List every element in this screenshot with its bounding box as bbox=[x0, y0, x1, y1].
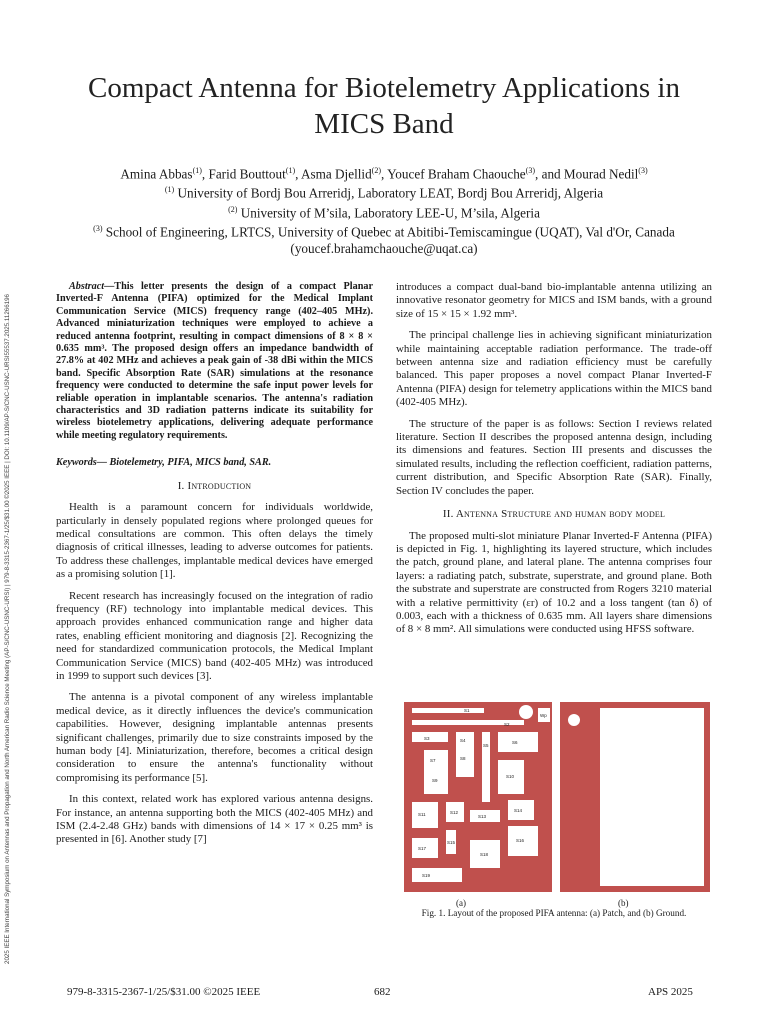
patch-layout-diagram bbox=[404, 702, 552, 892]
subfigure-label-b: (b) bbox=[618, 898, 629, 908]
via-hole bbox=[568, 714, 580, 726]
slot bbox=[412, 708, 484, 713]
affiliation-mark: (1) bbox=[164, 185, 175, 195]
paragraph: The principal challenge lies in achieving significant miniaturization while maintaining acceptable radiation performance. The trade-off between antenna size and radiation efficiency must be carefully balanced. This paper proposes a novel compact Planar Inverted-F Antenna (PIFA) design for telemetry applications within the MICS band (402-405 MHz). bbox=[396, 329, 712, 409]
slot bbox=[412, 732, 448, 742]
affiliation-mark: (1) bbox=[285, 166, 296, 175]
author-name: Amina Abbas bbox=[120, 166, 193, 182]
section-heading-introduction: I. Introduction bbox=[177, 479, 252, 492]
slot bbox=[498, 732, 538, 752]
author-name: , and Mourad Nedil bbox=[535, 166, 639, 182]
affiliation-mark: (1) bbox=[192, 166, 202, 175]
figure-1 bbox=[396, 702, 712, 918]
right-column bbox=[396, 281, 712, 645]
author-name: , Asma Djellid bbox=[295, 166, 372, 182]
author-name: , Farid Bouttout bbox=[201, 166, 286, 182]
abstract-label: Abstract bbox=[69, 281, 105, 292]
author-name: , Youcef Braham Chaouche bbox=[381, 166, 526, 182]
paragraph: The structure of the paper is as follows: Section I reviews related literature. Section II describes the proposed antenna design, including its dimensions and features. Section III presents and discusses the simulated results, including the reflection coefficient, radiation patterns, current distribution, and Specific Absorption Rate (SAR). Finally, Section IV concludes the paper. bbox=[396, 417, 712, 497]
paper-title: Compact Antenna for Biotelemetry Applications in MICS Band bbox=[88, 72, 680, 140]
affiliation-text: University of Bordj Bou Arreridj, Laboratory LEAT, Bordj Bou Arreridj, Algeria bbox=[174, 185, 604, 201]
affiliation-text: School of Engineering, LRTCS, University of Quebec at Abitibi-Temiscamingue (UQAT), Val d'Or, Canada bbox=[102, 224, 675, 240]
footer-conference: APS 2025 bbox=[648, 986, 693, 998]
ground-layout-diagram bbox=[560, 702, 710, 892]
slot-label: S14 bbox=[514, 808, 523, 813]
subfigure-label-a: (a) bbox=[456, 898, 466, 908]
slot-label: S1 bbox=[464, 708, 470, 713]
slot-label: Wp bbox=[540, 713, 547, 718]
paragraph: Health is a paramount concern for individuals worldwide, particularly in densely populated regions where prolonged queues for medical consultations are common. This often delays the timely diagnosis of critical illnesses, leading to adverse outcomes for patients. To address these challenges, implantable medical devices have emerged as a promising solution [1]. bbox=[56, 501, 373, 581]
affiliation-mark: (3) bbox=[638, 166, 648, 175]
affiliation-2 bbox=[40, 202, 728, 221]
doi-sidebar: 2025 IEEE International Symposium on Antennas and Propagation and North American Radio Science Meeting (AP-S/CNC-USNC-URSI) | 979-8-3315-2367-1/25/$31.00 ©2025 IEEE | DOI: 10.1109/AP-S/CNC-USNC-URSI55537.2025.11266196 bbox=[4, 294, 11, 964]
paragraph: The proposed multi-slot miniature Planar Inverted-F Antenna (PIFA) is depicted in Fig. 1, highlighting its layered structure, which includes the patch, ground plane, and lateral plane. The antenna comprises four layers: a radiating patch, substrate, superstrate, and ground plane. Both the substrate and superstrate are constructed from Rogers 3210 material with a relative permittivity (εr) of 10.2 and a loss tangent (tan δ) of 0.003, each with a thickness of 0.635 mm. All layers share dimensions of 8 × 8 mm². All simulations were conducted using HFSS software. bbox=[396, 529, 712, 636]
affiliation-text: University of M’sila, Laboratory LEE-U, M’sila, Algeria bbox=[237, 205, 540, 221]
paragraph: introduces a compact dual-band bio-implantable antenna utilizing an innovative resonator geometry for MICS and ISM bands, with a ground size of 15 × 15 × 1.92 mm³. bbox=[396, 281, 712, 320]
footer-isbn: 979-8-3315-2367-1/25/$31.00 ©2025 IEEE bbox=[67, 986, 261, 998]
ground-cutout bbox=[600, 708, 704, 886]
contact-email[interactable]: (youcef.brahamchaouche@uqat.ca) bbox=[290, 240, 478, 256]
section-heading-antenna-structure: II. Antenna Structure and human body model bbox=[442, 508, 666, 521]
slot-label: S6 bbox=[512, 740, 518, 745]
affiliation-mark: (3) bbox=[93, 224, 103, 234]
abstract bbox=[56, 281, 373, 442]
affiliation-mark: (2) bbox=[228, 204, 238, 214]
slot-label: S15 bbox=[447, 840, 456, 845]
slot bbox=[424, 750, 448, 794]
slot-label: S16 bbox=[516, 838, 525, 843]
slot-label: S8 bbox=[460, 756, 466, 761]
slot-label: S18 bbox=[480, 852, 489, 857]
affiliation-mark: (2) bbox=[371, 166, 381, 175]
affiliation-1 bbox=[40, 182, 728, 201]
paragraph: Recent research has increasingly focused on the integration of radio frequency (RF) technology into implantable medical devices. This approach provides enhanced communication range and higher data rates, enabling efficient monitoring and diagnosis [2]. Recognizing the need for standardized communication protocols, the Medical Implant Communication Service (MICS) band (402-405 MHz) was introduced in 1999 to support such devices [3]. bbox=[56, 589, 373, 682]
left-column bbox=[56, 281, 373, 855]
slot-label: S9 bbox=[432, 778, 438, 783]
slot-label: S17 bbox=[418, 846, 427, 851]
page-number: 682 bbox=[374, 986, 391, 998]
slot-label: S10 bbox=[506, 774, 515, 779]
slot-label: S19 bbox=[422, 873, 431, 878]
slot-label: S2 bbox=[504, 722, 510, 727]
slot-label: S13 bbox=[478, 814, 487, 819]
figure-caption: Fig. 1. Layout of the proposed PIFA antenna: (a) Patch, and (b) Ground. bbox=[421, 908, 687, 918]
slot bbox=[412, 868, 462, 882]
slot-label: S11 bbox=[418, 812, 426, 817]
affiliation-mark: (3) bbox=[525, 166, 535, 175]
slot-label: S3 bbox=[424, 736, 430, 741]
feed-via bbox=[519, 705, 533, 719]
abstract-text: —This letter presents the design of a compact Planar Inverted-F Antenna (PIFA) optimized for the Medical Implant Communication Service (MICS) frequency range (402–405 MHz). Advanced miniaturization techniques were employed to achieve a reduced antenna footprint, resulting in compact dimensions of 8 × 8 × 0.635 mm³. The proposed design offers an impedance bandwidth of 27.8% at 402 MHz and achieves a peak gain of -38 dBi within the MICS band. Specific Absorption Rate (SAR) simulations at the resonance frequency were conducted to determine the safe input power levels for reliable operation in implantable scenarios. The antenna's radiation characteristics and 3D radiation patterns indicate its suitability for wireless biotelemetry applications, delivering adequate performance while meeting regulatory requirements. bbox=[56, 281, 373, 441]
author-list bbox=[40, 163, 728, 182]
slot-label: S4 bbox=[460, 738, 466, 743]
paragraph: In this context, related work has explored various antenna designs. For instance, an antenna supporting both the MICS (402-405 MHz) and ISM (2.4-2.48 GHz) bands with dimensions of 14 × 17 × 0.25 mm³ is presented in [6]. Another study [7] bbox=[56, 793, 373, 846]
paragraph: The antenna is a pivotal component of any wireless implantable medical device, as it directly influences the device's communication capabilities. However, designing implantable antennas presents significant challenges, primarily due to size constraints imposed by the human body [4]. Miniaturization, therefore, becomes a critical design consideration to ensure the antenna's functionality without compromising its performance [5]. bbox=[56, 691, 373, 784]
keywords: Keywords— Biotelemetry, PIFA, MICS band, SAR. bbox=[56, 457, 272, 469]
slot-label: S12 bbox=[450, 810, 459, 815]
slot-label: S5 bbox=[483, 743, 489, 748]
affiliation-3 bbox=[40, 221, 728, 240]
slot-label: S7 bbox=[430, 758, 436, 763]
author-block bbox=[40, 163, 728, 257]
